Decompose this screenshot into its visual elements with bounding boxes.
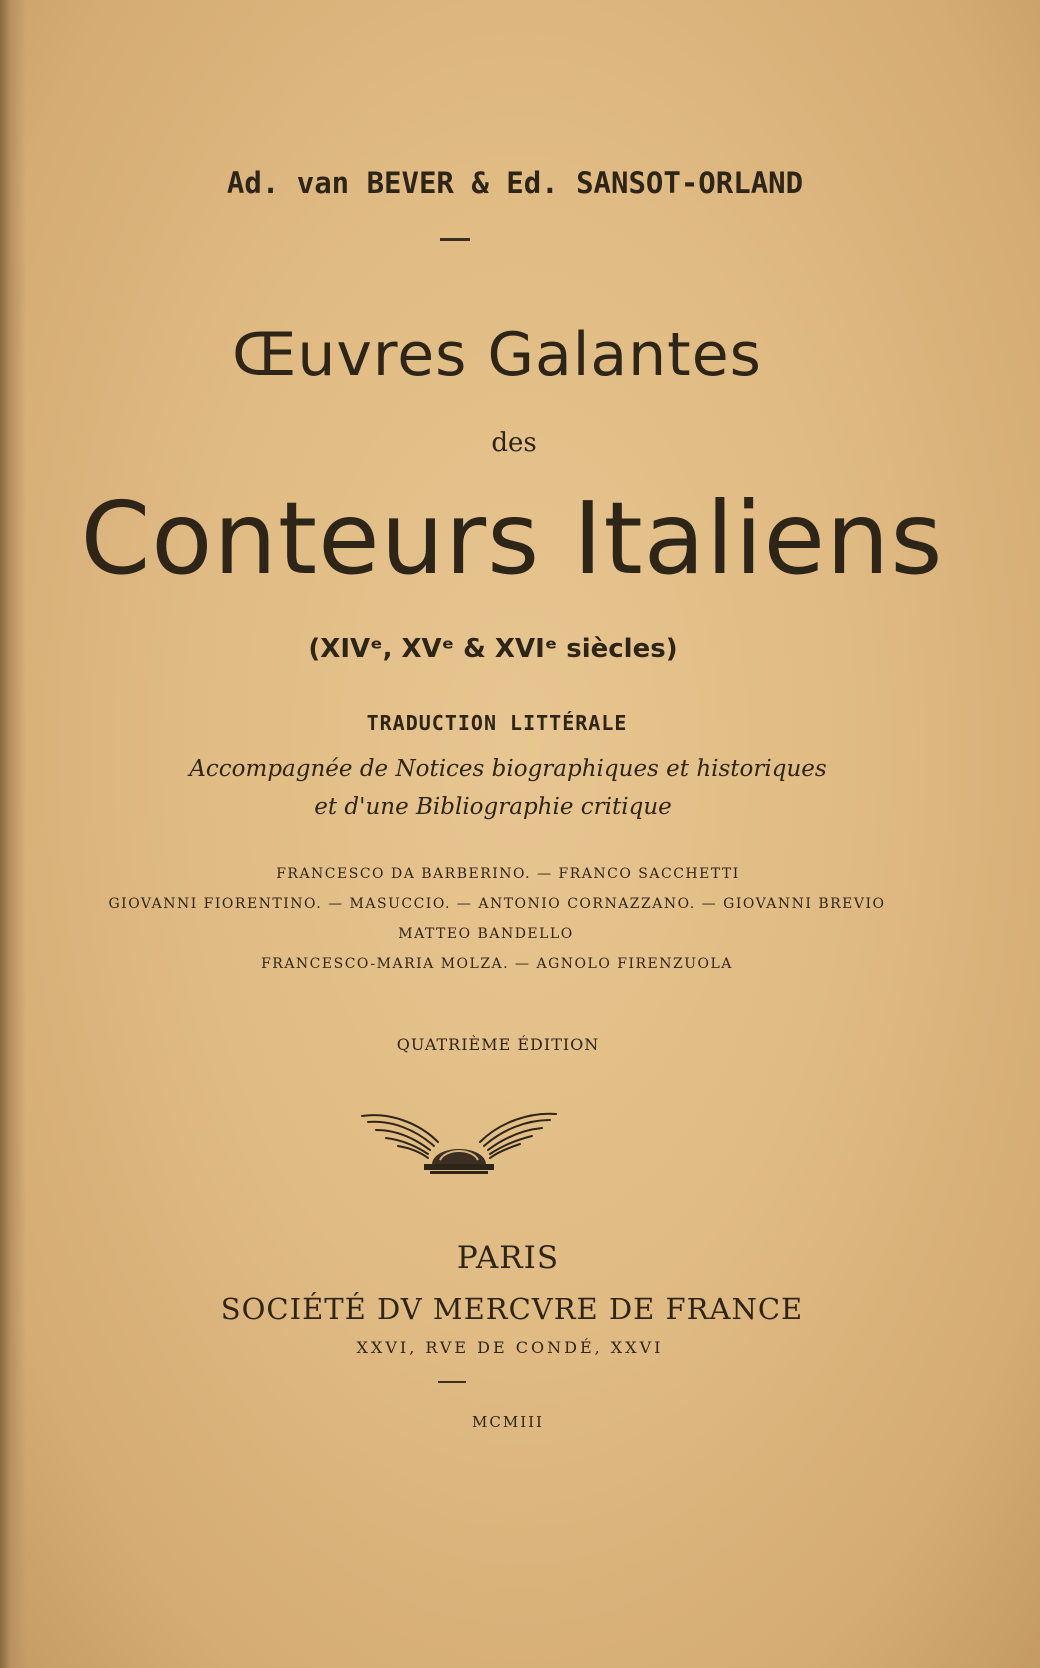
divider-rule bbox=[438, 1381, 466, 1383]
authors-list-line: MATTEO BANDELLO bbox=[398, 926, 574, 942]
authors-list-line: FRANCESCO DA BARBERINO. — FRANCO SACCHETTI bbox=[276, 866, 740, 882]
authors-list-line: GIOVANNI FIORENTINO. — MASUCCIO. — ANTONIO CORNAZZANO. — GIOVANNI BREVIO bbox=[108, 896, 886, 912]
title-oeuvres-galantes: Œuvres Galantes bbox=[232, 320, 762, 390]
publisher-city: PARIS bbox=[456, 1240, 560, 1276]
subtitle-line-1: Accompagnée de Notices biographiques et historiques bbox=[189, 756, 827, 782]
publication-year: MCMIII bbox=[472, 1413, 544, 1431]
publisher-name: SOCIÉTÉ DV MERCVRE DE FRANCE bbox=[220, 1292, 804, 1326]
authors-list-line: FRANCESCO-MARIA MOLZA. — AGNOLO FIRENZUOLA bbox=[261, 956, 733, 972]
divider-rule bbox=[440, 238, 470, 241]
authors-line: Ad. van BEVER & Ed. SANSOT-ORLAND bbox=[226, 166, 804, 200]
title-conteurs-italiens: Conteurs Italiens bbox=[80, 480, 944, 597]
translation-label: TRADUCTION LITTÉRALE bbox=[366, 711, 628, 735]
subtitle-line-2: et d'une Bibliographie critique bbox=[314, 794, 672, 820]
winged-helmet-icon bbox=[358, 1108, 560, 1176]
publisher-address: XXVI, RVE DE CONDÉ, XXVI bbox=[356, 1338, 664, 1357]
centuries-line: (XIVᵉ, XVᵉ & XVIᵉ siècles) bbox=[308, 634, 678, 664]
title-des: des bbox=[491, 428, 537, 458]
edition-label: QUATRIÈME ÉDITION bbox=[396, 1035, 600, 1054]
